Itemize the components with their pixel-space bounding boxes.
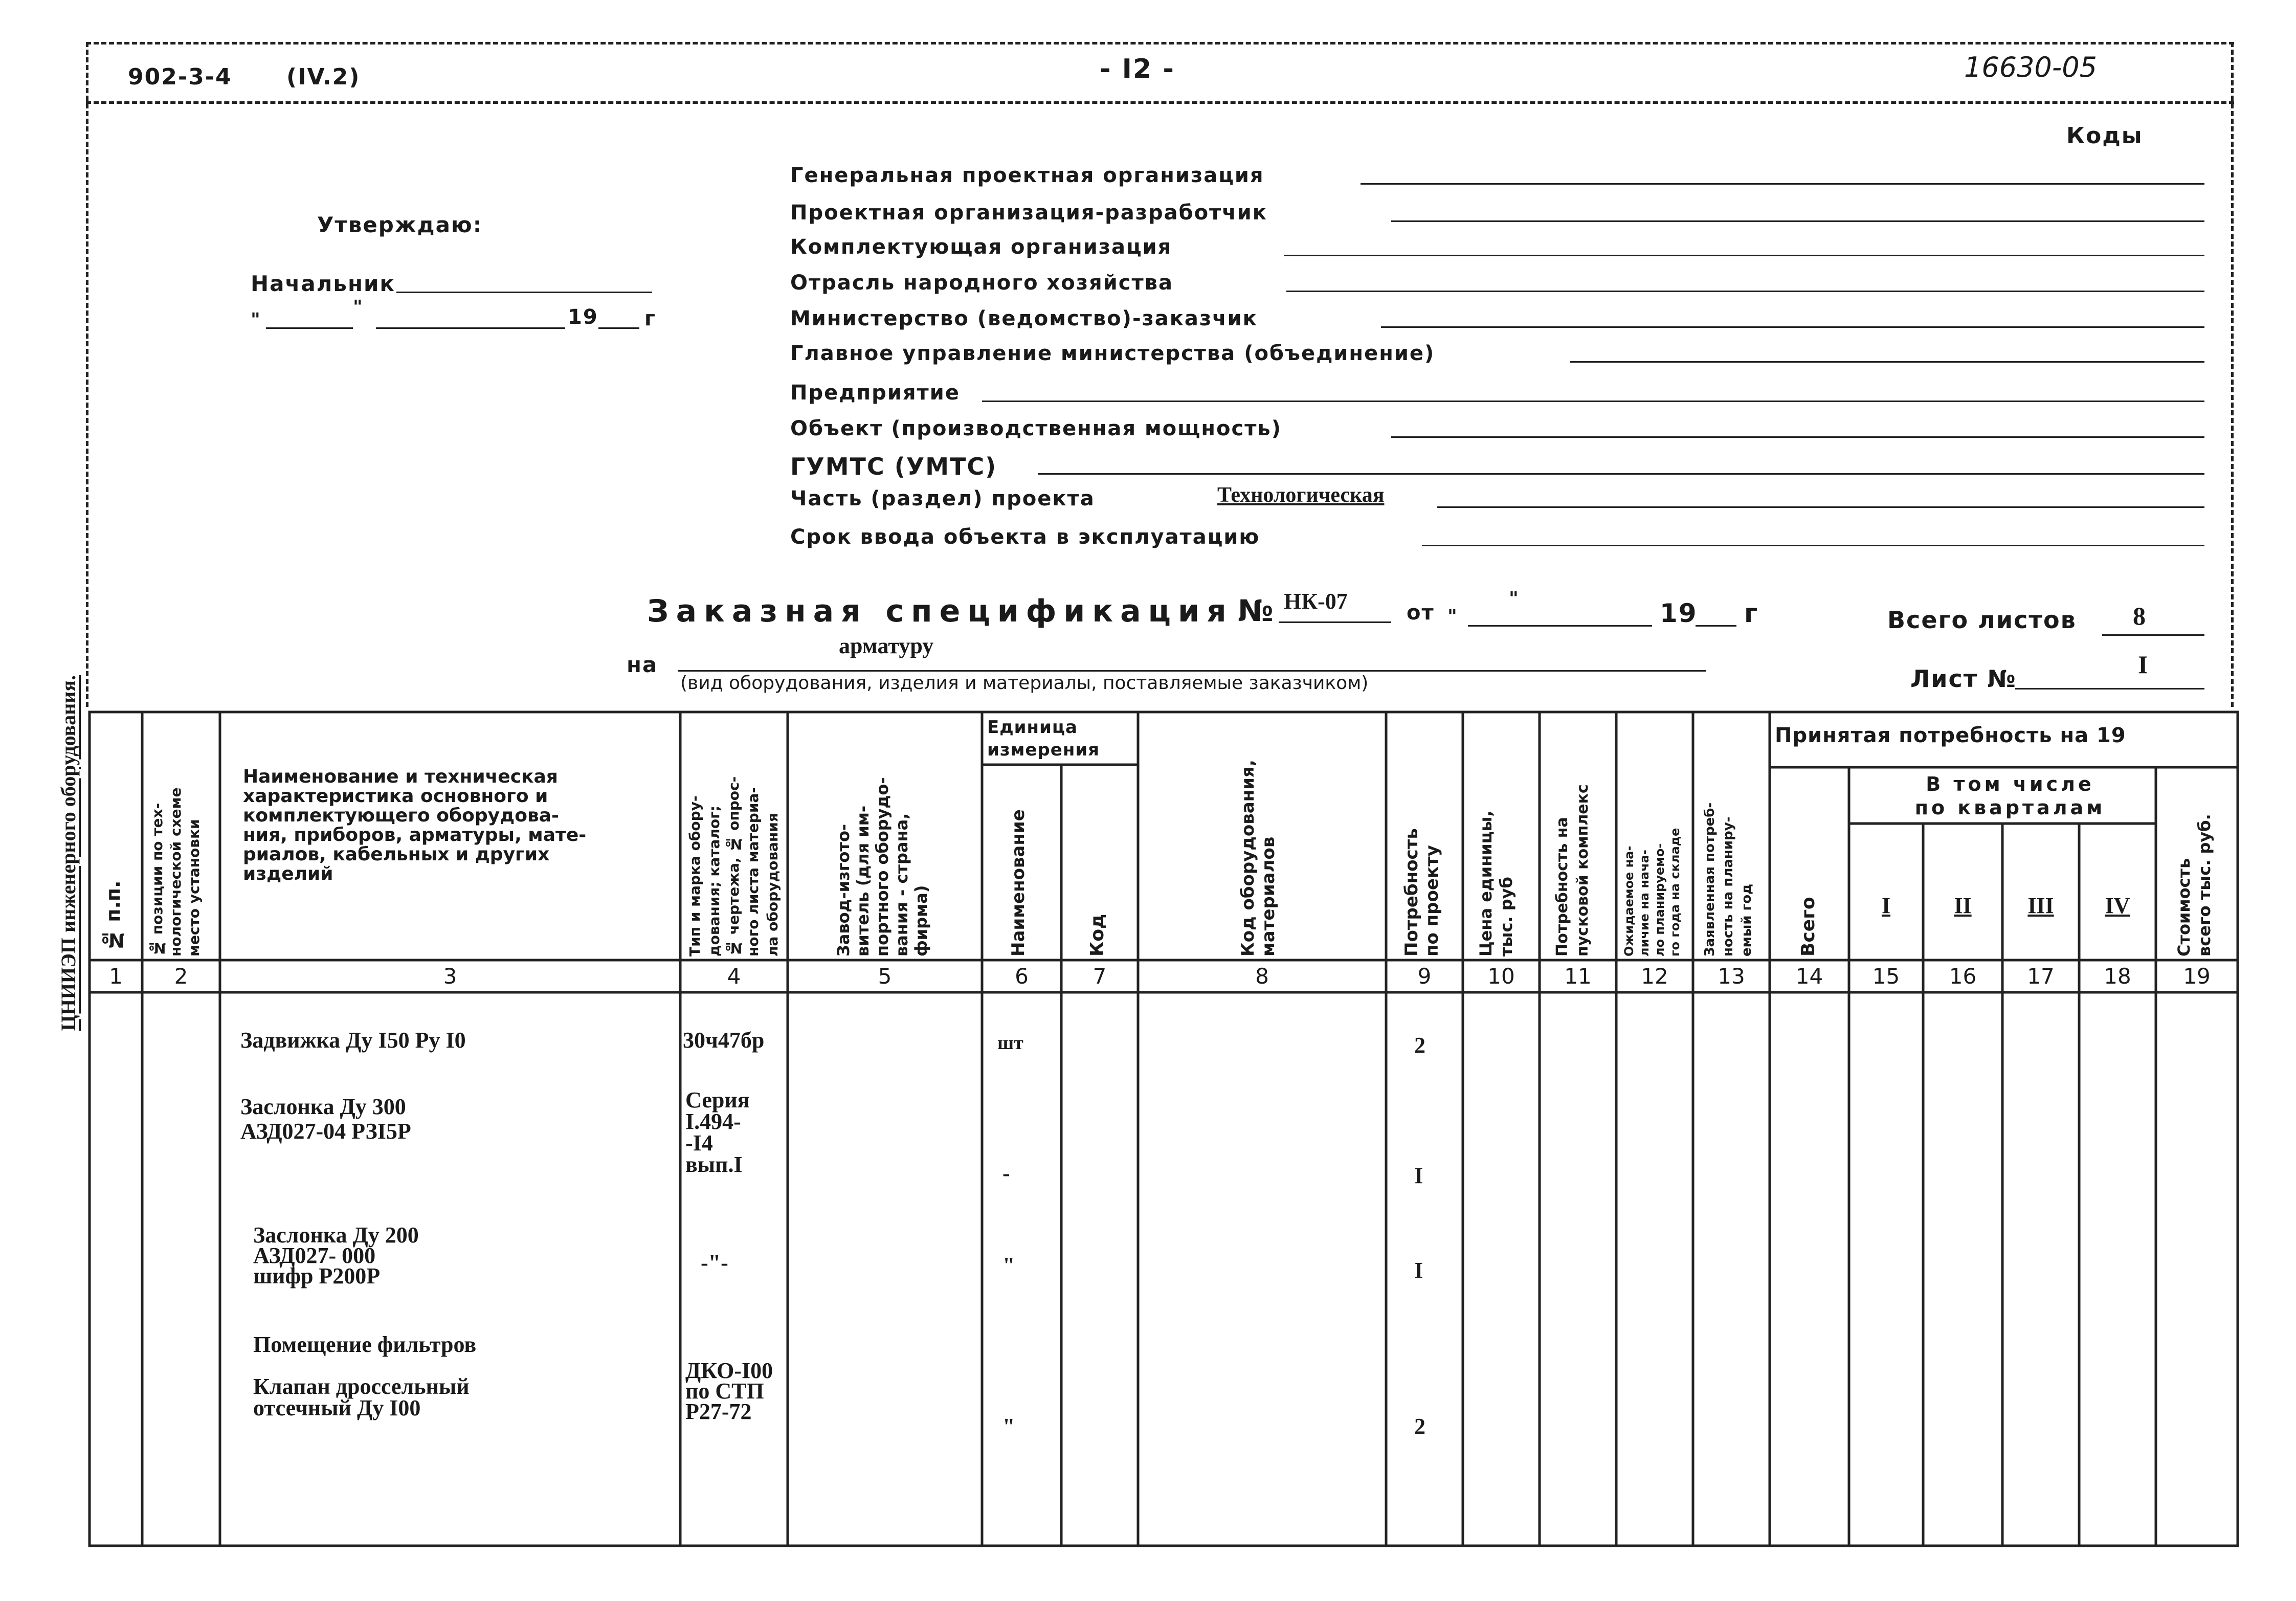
doc-code: 902-3-4 — [128, 64, 232, 90]
spec-number-label: № — [1238, 593, 1275, 628]
col-header-quarters-group: В том числе по кварталам — [1914, 773, 2106, 819]
col-header-unit-name: Наименование — [1008, 809, 1029, 957]
col-header-project-need: Потребность по проекту — [1401, 828, 1442, 957]
col-header-position: № позиции по тех- нологической схеме место установки — [149, 787, 203, 957]
org-field-object: Объект (производственная мощность) — [790, 417, 1282, 440]
approval-year-suffix: г — [644, 307, 656, 330]
row-item-name: Заслонка Ду 200 АЗД027- 000 шифр Р200Р — [253, 1222, 419, 1288]
row-item-name: Клапан дроссельный отсечный Ду I00 — [253, 1374, 470, 1420]
col-header-accepted-group: Принятая потребность на 19 — [1775, 724, 2126, 747]
side-stamp: ЦНИИЭП инженерного оборудования. — [57, 675, 80, 1031]
org-field-department: Главное управление министерства (объединение) — [790, 342, 1435, 365]
column-number: 19 — [2183, 964, 2211, 989]
column-number: 13 — [1718, 964, 1745, 989]
date-open-quote: " — [251, 309, 261, 330]
spec-year-prefix: 19 — [1660, 598, 1698, 628]
col-header-expected-stock: Ожидаемое на- личие на нача- ло планируемо- го года на складе — [1622, 828, 1682, 957]
spec-quote-open: " — [1447, 606, 1458, 627]
date-close-quote: " — [353, 297, 364, 318]
row-item-unit: " — [1002, 1253, 1015, 1278]
spec-number: НК-07 — [1284, 589, 1348, 614]
org-field-gumts: ГУМТС (УМТС) — [790, 453, 997, 480]
column-number: 3 — [443, 964, 457, 989]
col-header-manufacturer: Завод-изгото- витель (для им- портного оборудо- вания - страна, фирма) — [834, 777, 931, 957]
codes-label: Коды — [2066, 123, 2143, 149]
col-header-q3: III — [2027, 893, 2054, 918]
sheet-code: 16630-05 — [1964, 51, 2097, 83]
column-number: 15 — [1872, 964, 1900, 989]
col-header-declared-need: Заявленная потреб- ность на планиру- емый год — [1702, 802, 1754, 957]
project-part-value: Технологическая — [1217, 483, 1385, 507]
row-item-name: Задвижка Ду I50 Ру I0 — [240, 1028, 466, 1053]
total-sheets-label: Всего листов — [1887, 606, 2077, 634]
row-item-unit: - — [1002, 1161, 1010, 1186]
row-item-unit: шт — [997, 1032, 1023, 1054]
spec-subject: арматуру — [839, 633, 934, 658]
spec-on: на — [627, 652, 658, 677]
sheet-no-label: Лист № — [1910, 665, 2017, 693]
column-number: 6 — [1015, 964, 1029, 989]
col-header-type: Тип и марка обору- дования; каталог; № чертежа, № опрос- ного листа материа- ла оборудования — [686, 776, 781, 957]
column-number: 10 — [1487, 964, 1515, 989]
column-number: 2 — [174, 964, 188, 989]
total-sheets-value: 8 — [2133, 602, 2146, 630]
column-number: 17 — [2027, 964, 2055, 989]
row-item-type: Серия I.494- -I4 вып.I — [685, 1087, 750, 1177]
spec-title: Заказная спецификация — [647, 593, 1234, 629]
col-header-number: № п.п. — [102, 880, 124, 951]
approval-title: Утверждаю: — [317, 212, 483, 237]
row-item-qty: I — [1414, 1163, 1423, 1188]
column-number: 14 — [1795, 964, 1823, 989]
column-number: 5 — [878, 964, 892, 989]
col-header-q1: I — [1881, 893, 1891, 918]
approval-year-prefix: 19 — [568, 305, 598, 329]
chief-label: Начальник — [251, 271, 395, 296]
org-field-deadline: Срок ввода объекта в эксплуатацию — [790, 525, 1260, 549]
column-number: 4 — [727, 964, 741, 989]
row-item-type: ДКО-I00 по СТП Р27-72 — [685, 1358, 773, 1424]
col-header-total: Всего — [1798, 897, 1819, 957]
col-header-description: Наименование и техническая характеристика основного и комплектующего оборудова- ния, приборов, арматуры, мате- риалов, кабельных и других изделий — [243, 766, 587, 884]
column-number: 16 — [1949, 964, 1977, 989]
spec-year-suffix: г — [1744, 598, 1759, 628]
col-header-q2: II — [1954, 893, 1972, 918]
row-item-type: -"- — [701, 1250, 728, 1275]
column-number: 18 — [2104, 964, 2131, 989]
col-header-material-code: Код оборудования, материалов — [1238, 760, 1279, 957]
org-field-industry: Отрасль народного хозяйства — [790, 271, 1173, 295]
row-item-qty: I — [1414, 1258, 1423, 1283]
column-number: 8 — [1255, 964, 1269, 989]
org-field-completing: Комплектующая организация — [790, 235, 1172, 259]
row-item-qty: 2 — [1414, 1414, 1425, 1439]
spec-date-from: от — [1407, 601, 1435, 625]
column-number: 9 — [1417, 964, 1432, 989]
album-code: (IV.2) — [286, 64, 361, 90]
col-header-cost: Стоимость всего тыс. руб. — [2174, 814, 2214, 957]
sheet-no-value: I — [2138, 650, 2148, 679]
org-field-project-part: Часть (раздел) проекта — [790, 487, 1095, 510]
col-header-unit-code: Код — [1087, 914, 1108, 957]
column-number: 11 — [1564, 964, 1592, 989]
org-field-enterprise: Предприятие — [790, 381, 960, 405]
column-number: 7 — [1093, 964, 1107, 989]
row-item-qty: 2 — [1414, 1033, 1425, 1058]
column-number: 1 — [109, 964, 123, 989]
row-item-type: 30ч47бр — [683, 1028, 765, 1053]
col-header-unit-price: Цена единицы, тыс. руб — [1476, 810, 1516, 957]
row-item-name: Заслонка Ду 300 АЗД027-04 РЗI5Р — [240, 1094, 411, 1144]
col-header-unit-group: Единица измерения — [987, 717, 1100, 760]
spec-subject-hint: (вид оборудования, изделия и материалы, поставляемые заказчиком) — [680, 673, 1369, 694]
org-field-general: Генеральная проектная организация — [790, 164, 1264, 187]
row-section-label: Помещение фильтров — [253, 1332, 477, 1357]
page-number: - I2 - — [1100, 54, 1175, 84]
col-header-q4: IV — [2105, 893, 2130, 918]
spec-quote-close: " — [1509, 588, 1520, 609]
org-field-ministry: Министерство (ведомство)-заказчик — [790, 307, 1258, 330]
row-item-unit: " — [1002, 1414, 1015, 1439]
org-field-developer: Проектная организация-разработчик — [790, 201, 1267, 225]
column-number: 12 — [1641, 964, 1668, 989]
col-header-startup-need: Потребность на пусковой комплекс — [1553, 784, 1592, 957]
